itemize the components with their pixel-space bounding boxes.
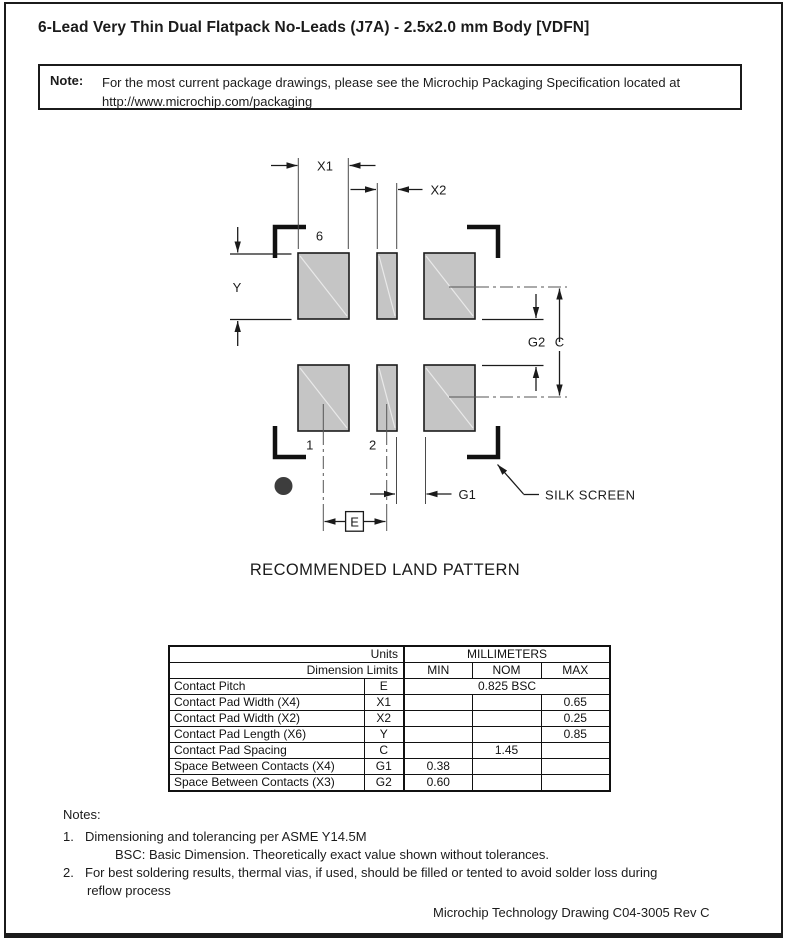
dim-name-cell: Contact Pad Spacing (169, 743, 364, 759)
pad-4 (424, 253, 475, 319)
note-item-1-sub: BSC: Basic Dimension. Theoretically exact value shown without tolerances. (115, 847, 550, 862)
units-value-cell: MILLIMETERS (404, 646, 610, 663)
dim-max-cell (541, 775, 610, 792)
dim-max-cell: 0.65 (541, 695, 610, 711)
dim-label-e: E (350, 514, 359, 530)
dim-nom-cell (472, 775, 541, 792)
page-title: 6-Lead Very Thin Dual Flatpack No-Leads (J7A) - 2.5x2.0 mm Body [VDFN] (38, 19, 590, 36)
col-header-min: MIN (404, 663, 472, 679)
dim-symbol-cell: X2 (364, 711, 404, 727)
dim-label-y: Y (232, 280, 242, 295)
table-row (169, 775, 610, 792)
dim-min-cell: 0.60 (404, 775, 472, 792)
pad-3 (424, 365, 475, 431)
pin-label-2: 2 (368, 437, 377, 453)
table-row (169, 727, 610, 743)
col-header-max: MAX (541, 663, 610, 679)
note-line-2: http://www.microchip.com/packaging (102, 94, 313, 109)
dimension-limits-cell: Dimension Limits (169, 663, 404, 679)
note-item-2 (63, 864, 657, 882)
note-item-2-number: 2. (63, 865, 74, 880)
dim-min-cell: 0.38 (404, 759, 472, 775)
dim-nom-cell: 1.45 (472, 743, 541, 759)
pin-label-1: 1 (306, 437, 314, 453)
dimensions-table-body (169, 679, 610, 792)
footer-drawing-number: Microchip Technology Drawing C04-3005 Rev C (433, 905, 710, 920)
note-item-1 (63, 828, 657, 846)
drawing-caption: RECOMMENDED LAND PATTERN (249, 561, 521, 579)
notes-section (63, 806, 657, 900)
dim-symbol-cell: G1 (364, 759, 404, 775)
dim-name-cell: Space Between Contacts (X3) (169, 775, 364, 792)
table-row (169, 695, 610, 711)
dim-span-cell: 0.825 BSC (404, 679, 610, 695)
dim-symbol-cell: E (364, 679, 404, 695)
dim-nom-cell (472, 727, 541, 743)
dim-label-x2: X2 (430, 182, 447, 198)
note-item-2-continuation: reflow process (87, 883, 171, 898)
dim-min-cell (404, 695, 472, 711)
dim-symbol-cell: C (364, 743, 404, 759)
dim-symbol-cell: G2 (364, 775, 404, 792)
note-item-1-text: Dimensioning and tolerancing per ASME Y14.5M (85, 829, 367, 844)
dim-label-x1: X1 (317, 158, 333, 174)
dim-min-cell (404, 743, 472, 759)
dim-nom-cell (472, 695, 541, 711)
note-item-1-number: 1. (63, 829, 74, 844)
note-item-2-text: For best soldering results, thermal vias, if used, should be filled or tented to avoid solder loss during (85, 865, 658, 880)
note-line-1: For the most current package drawings, please see the Microchip Packaging Specification located at (102, 75, 681, 90)
e-dimension (325, 512, 386, 532)
dim-label-c: C (554, 334, 565, 350)
dim-name-cell: Space Between Contacts (X4) (169, 759, 364, 775)
dim-min-cell (404, 711, 472, 727)
dim-name-cell: Contact Pitch (169, 679, 364, 695)
table-header-units-row (169, 646, 610, 663)
dim-symbol-cell: Y (364, 727, 404, 743)
pin-label-6: 6 (315, 228, 324, 244)
dim-max-cell (541, 759, 610, 775)
table-row (169, 759, 610, 775)
pin1-indicator-dot (275, 477, 293, 495)
dimensions-table (168, 645, 611, 792)
table-row (169, 711, 610, 727)
c-dimension (555, 289, 564, 396)
dim-max-cell (541, 743, 610, 759)
table-row (169, 679, 610, 695)
g2-dimension (482, 294, 545, 391)
dim-name-cell: Contact Pad Width (X4) (169, 695, 364, 711)
g1-dimension (370, 437, 476, 504)
table-row (169, 743, 610, 759)
silk-screen-label: SILK SCREEN (545, 487, 636, 503)
x2-dimension (351, 183, 447, 250)
dim-min-cell (404, 727, 472, 743)
pad-5 (377, 253, 397, 319)
col-header-nom: NOM (472, 663, 541, 679)
note-label: Note: (50, 73, 84, 88)
dim-nom-cell (472, 711, 541, 727)
dim-nom-cell (472, 759, 541, 775)
dim-max-cell: 0.25 (541, 711, 610, 727)
dim-symbol-cell: X1 (364, 695, 404, 711)
x1-dimension (271, 158, 376, 249)
pad-6 (298, 253, 349, 319)
dim-label-g2: G2 (527, 334, 546, 350)
units-label-cell: Units (169, 646, 404, 663)
dim-max-cell: 0.85 (541, 727, 610, 743)
silk-screen-callout (498, 465, 636, 503)
dim-name-cell: Contact Pad Width (X2) (169, 711, 364, 727)
notes-heading: Notes: (63, 807, 101, 822)
y-dimension (230, 227, 292, 346)
table-header-limits-row (169, 663, 610, 679)
dim-label-g1: G1 (458, 487, 476, 502)
dim-name-cell: Contact Pad Length (X6) (169, 727, 364, 743)
